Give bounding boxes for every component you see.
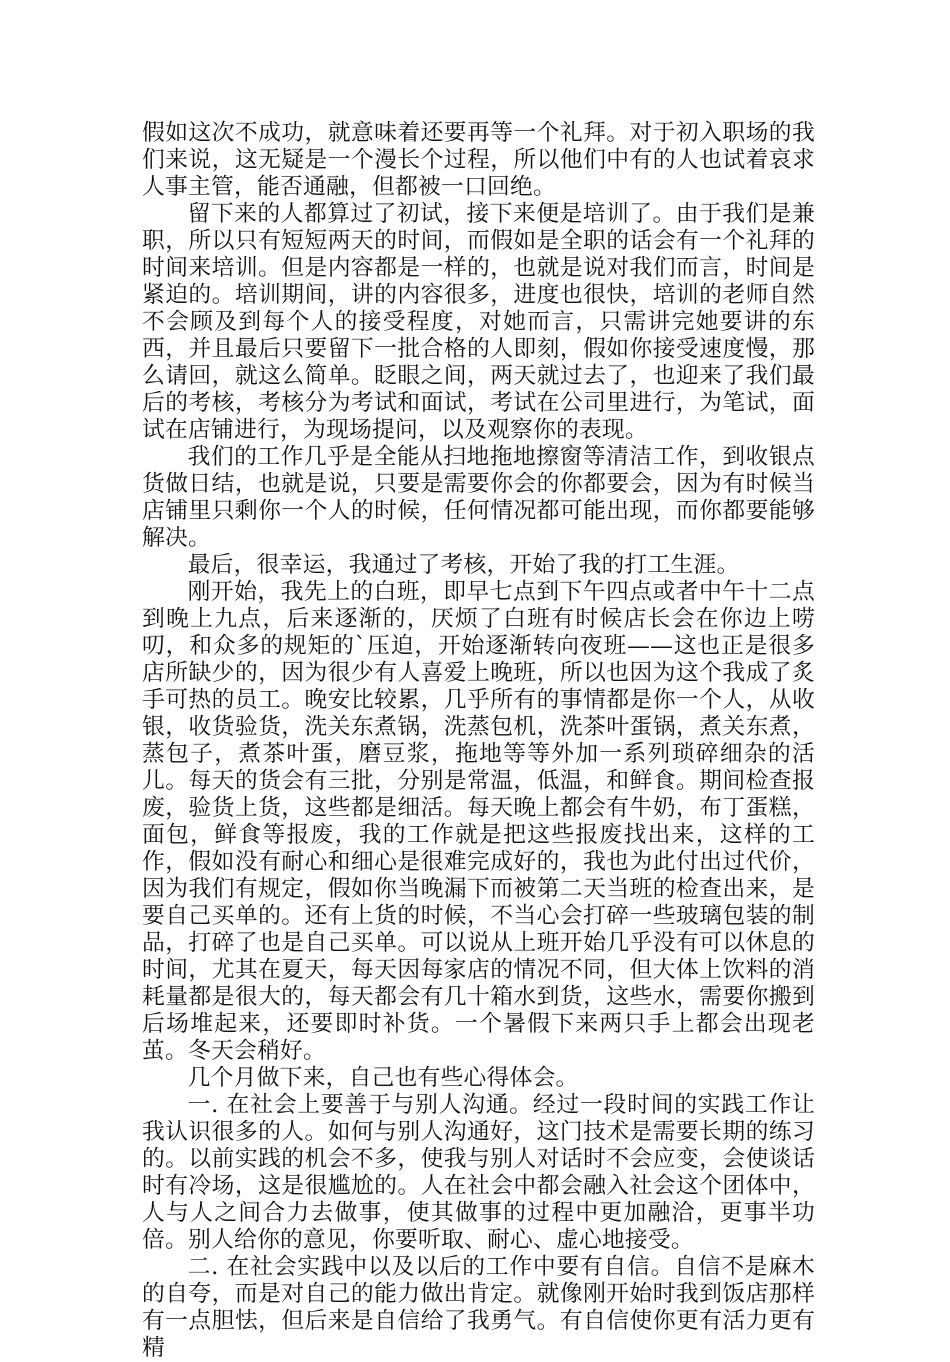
paragraph-3: 我们的工作几乎是全能从扫地拖地擦窗等清洁工作，到收银点货做日结，也就是说，只要是需要你会的你都要会，因为有时候当店铺里只剩你一个人的时候，任何情况都可能出现，而你都要能够解决。 xyxy=(142,444,815,551)
paragraph-1: 假如这次不成功，就意味着还要再等一个礼拜。对于初入职场的我们来说，这无疑是一个漫长个过程，所以他们中有的人也试着哀求人事主管，能否通融，但都被一口回绝。 xyxy=(142,120,815,200)
document-body xyxy=(142,120,815,1362)
paragraph-7: 一. 在社会上要善于与别人沟通。经过一段时间的实践工作让我认识很多的人。如何与别人沟通好，这门技术是需要长期的练习的。以前实践的机会不多，使我与别人对话时不会应变，会使谈话时有冷场，这是很尴尬的。人在社会中都会融入社会这个团体中，人与人之间合力去做事，使其做事的过程中更加融洽，更事半功倍。别人给你的意见，你要听取、耐心、虚心地接受。 xyxy=(142,1092,815,1253)
paragraph-6: 几个月做下来，自己也有些心得体会。 xyxy=(187,1065,579,1091)
paragraph-2: 留下来的人都算过了初试，接下来便是培训了。由于我们是兼职，所以只有短短两天的时间，而假如是全职的话会有一个礼拜的时间来培训。但是内容都是一样的，也就是说对我们而言，时间是紧迫的。培训期间，讲的内容很多，进度也很快，培训的老师自然不会顾及到每个人的接受程度，对她而言，只需讲完她要讲的东西，并且最后只要留下一批合格的人即刻，假如你接受速度慢，那么请回，就这么简单。眨眼之间，两天就过去了，也迎来了我们最后的考核，考核分为考试和面试，考试在公司里进行，为笔试，面试在店铺进行，为现场提问，以及观察你的表现。 xyxy=(142,201,815,443)
paragraph-5: 刚开始，我先上的白班，即早七点到下午四点或者中午十二点到晚上九点，后来逐渐的，厌烦了白班有时候店长会在你边上唠叨，和众多的规矩的`压迫，开始逐渐转向夜班——这也正是很多店所缺少的，因为很少有人喜爱上晚班，所以也因为这个我成了炙手可热的员工。晚安比较累，几乎所有的事情都是你一个人，从收银，收货验货，洗关东煮锅，洗蒸包机，洗茶叶蛋锅，煮关东煮，蒸包子，煮茶叶蛋，磨豆浆，拖地等等外加一系列琐碎细杂的活儿。每天的货会有三批，分别是常温，低温，和鲜食。期间检查报废，验货上货，这些都是细活。每天晚上都会有牛奶，布丁蛋糕，面包，鲜食等报废，我的工作就是把这些报废找出来，这样的工作，假如没有耐心和细心是很难完成好的，我也为此付出过代价，因为我们有规定，假如你当晚漏下而被第二天当班的检查出来，是要自己买单的。还有上货的时候，不当心会打碎一些玻璃包装的制品，打碎了也是自己买单。可以说从上班开始几乎没有可以休息的时间，尤其在夏天，每天因每家店的情况不同，但大体上饮料的消耗量都是很大的，每天都会有几十箱水到货，这些水，需要你搬到后场堆起来，还要即时补货。一个暑假下来两只手上都会出现老茧。冬天会稍好。 xyxy=(142,579,815,1064)
paragraph-8: 二. 在社会实践中以及以后的工作中要有自信。自信不是麻木的自夸，而是对自己的能力做出肯定。就像刚开始时我到饭店那样有一点胆怯，但后来是自信给了我勇气。有自信使你更有活力更有精 xyxy=(142,1254,815,1361)
paragraph-4: 最后，很幸运，我通过了考核，开始了我的打工生涯。 xyxy=(187,552,740,578)
